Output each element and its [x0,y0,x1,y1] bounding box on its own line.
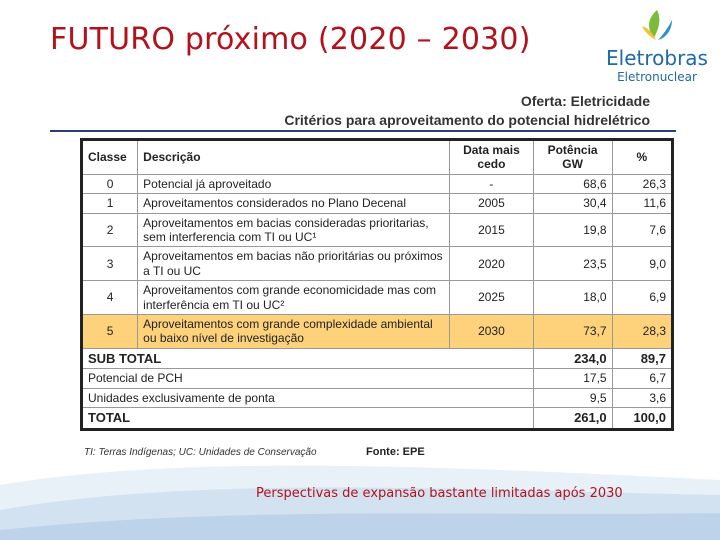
heading-rule [50,130,676,132]
logo-name: Eletrobras [606,46,708,70]
table-row [82,281,673,315]
row-descricao: Aproveitamentos considerados no Plano Decenal [138,194,450,213]
table-row-highlighted [82,314,673,348]
row-potencia: 18,0 [533,281,612,315]
row-classe: 0 [82,174,138,193]
row-pct: 7,6 [612,213,672,247]
subtotal-label: SUB TOTAL [82,348,534,369]
subtotal-potencia: 234,0 [533,348,612,369]
row-classe: 4 [82,281,138,315]
row-data: 2025 [450,281,533,315]
row-pct: 26,3 [612,174,672,193]
row-data: 2015 [450,213,533,247]
row-potencia: 68,6 [533,174,612,193]
extra-pct: 3,6 [612,388,672,407]
table-row [82,213,673,247]
logo-subtitle: Eletronuclear [617,70,697,84]
hydro-potential-table [80,138,674,431]
table-row [82,194,673,213]
row-potencia: 19,8 [533,213,612,247]
table-heading-line2: Critérios para aproveitamento do potencial hidrelétrico [284,112,650,128]
row-potencia: 30,4 [533,194,612,213]
subtotal-pct: 89,7 [612,348,672,369]
row-data: 2020 [450,247,533,281]
row-pct: 28,3 [612,314,672,348]
header-data: Data mais cedo [450,140,533,175]
row-classe: 1 [82,194,138,213]
extra-potencia: 17,5 [533,369,612,388]
row-pct: 9,0 [612,247,672,281]
table-heading-line1: Oferta: Eletricidade [520,93,650,109]
extra-pct: 6,7 [612,369,672,388]
row-classe: 5 [82,314,138,348]
row-potencia: 73,7 [533,314,612,348]
row-descricao: Aproveitamentos em bacias consideradas prioritarias, sem interferencia com TI ou UC¹ [138,213,450,247]
total-label: TOTAL [82,408,534,430]
row-data: 2005 [450,194,533,213]
row-classe: 2 [82,213,138,247]
table-footnote: TI: Terras Indígenas; UC: Unidades de Conservação [84,447,317,458]
row-pct: 11,6 [612,194,672,213]
header-descricao: Descrição [138,140,450,175]
slide-caption: Perspectivas de expansão bastante limitadas após 2030 [256,486,623,501]
table-header-row [82,140,673,175]
header-potencia: Potência GW [533,140,612,175]
row-descricao: Aproveitamentos com grande economicidade mas com interferência em TI ou UC² [138,281,450,315]
slide-title: FUTURO próximo (2020 – 2030) [50,22,531,57]
table-row-ponta [82,388,673,407]
table-row-pch [82,369,673,388]
row-descricao: Aproveitamentos em bacias não prioritárias ou próximos a TI ou UC [138,247,450,281]
row-descricao: Potencial já aproveitado [138,174,450,193]
table-row [82,247,673,281]
total-pct: 100,0 [612,408,672,430]
extra-label: Unidades exclusivamente de ponta [82,388,534,407]
table-source: Fonte: EPE [366,446,425,458]
row-classe: 3 [82,247,138,281]
extra-potencia: 9,5 [533,388,612,407]
row-descricao: Aproveitamentos com grande complexidade ambiental ou baixo nível de investigação [138,314,450,348]
logo-leaf-icon [632,8,682,44]
eletrobras-logo [602,8,712,88]
row-potencia: 23,5 [533,247,612,281]
row-data: 2030 [450,314,533,348]
header-classe: Classe [82,140,138,175]
subtotal-row [82,348,673,369]
row-data: - [450,174,533,193]
row-pct: 6,9 [612,281,672,315]
total-row [82,408,673,430]
table-row [82,174,673,193]
extra-label: Potencial de PCH [82,369,534,388]
header-pct: % [612,140,672,175]
total-potencia: 261,0 [533,408,612,430]
